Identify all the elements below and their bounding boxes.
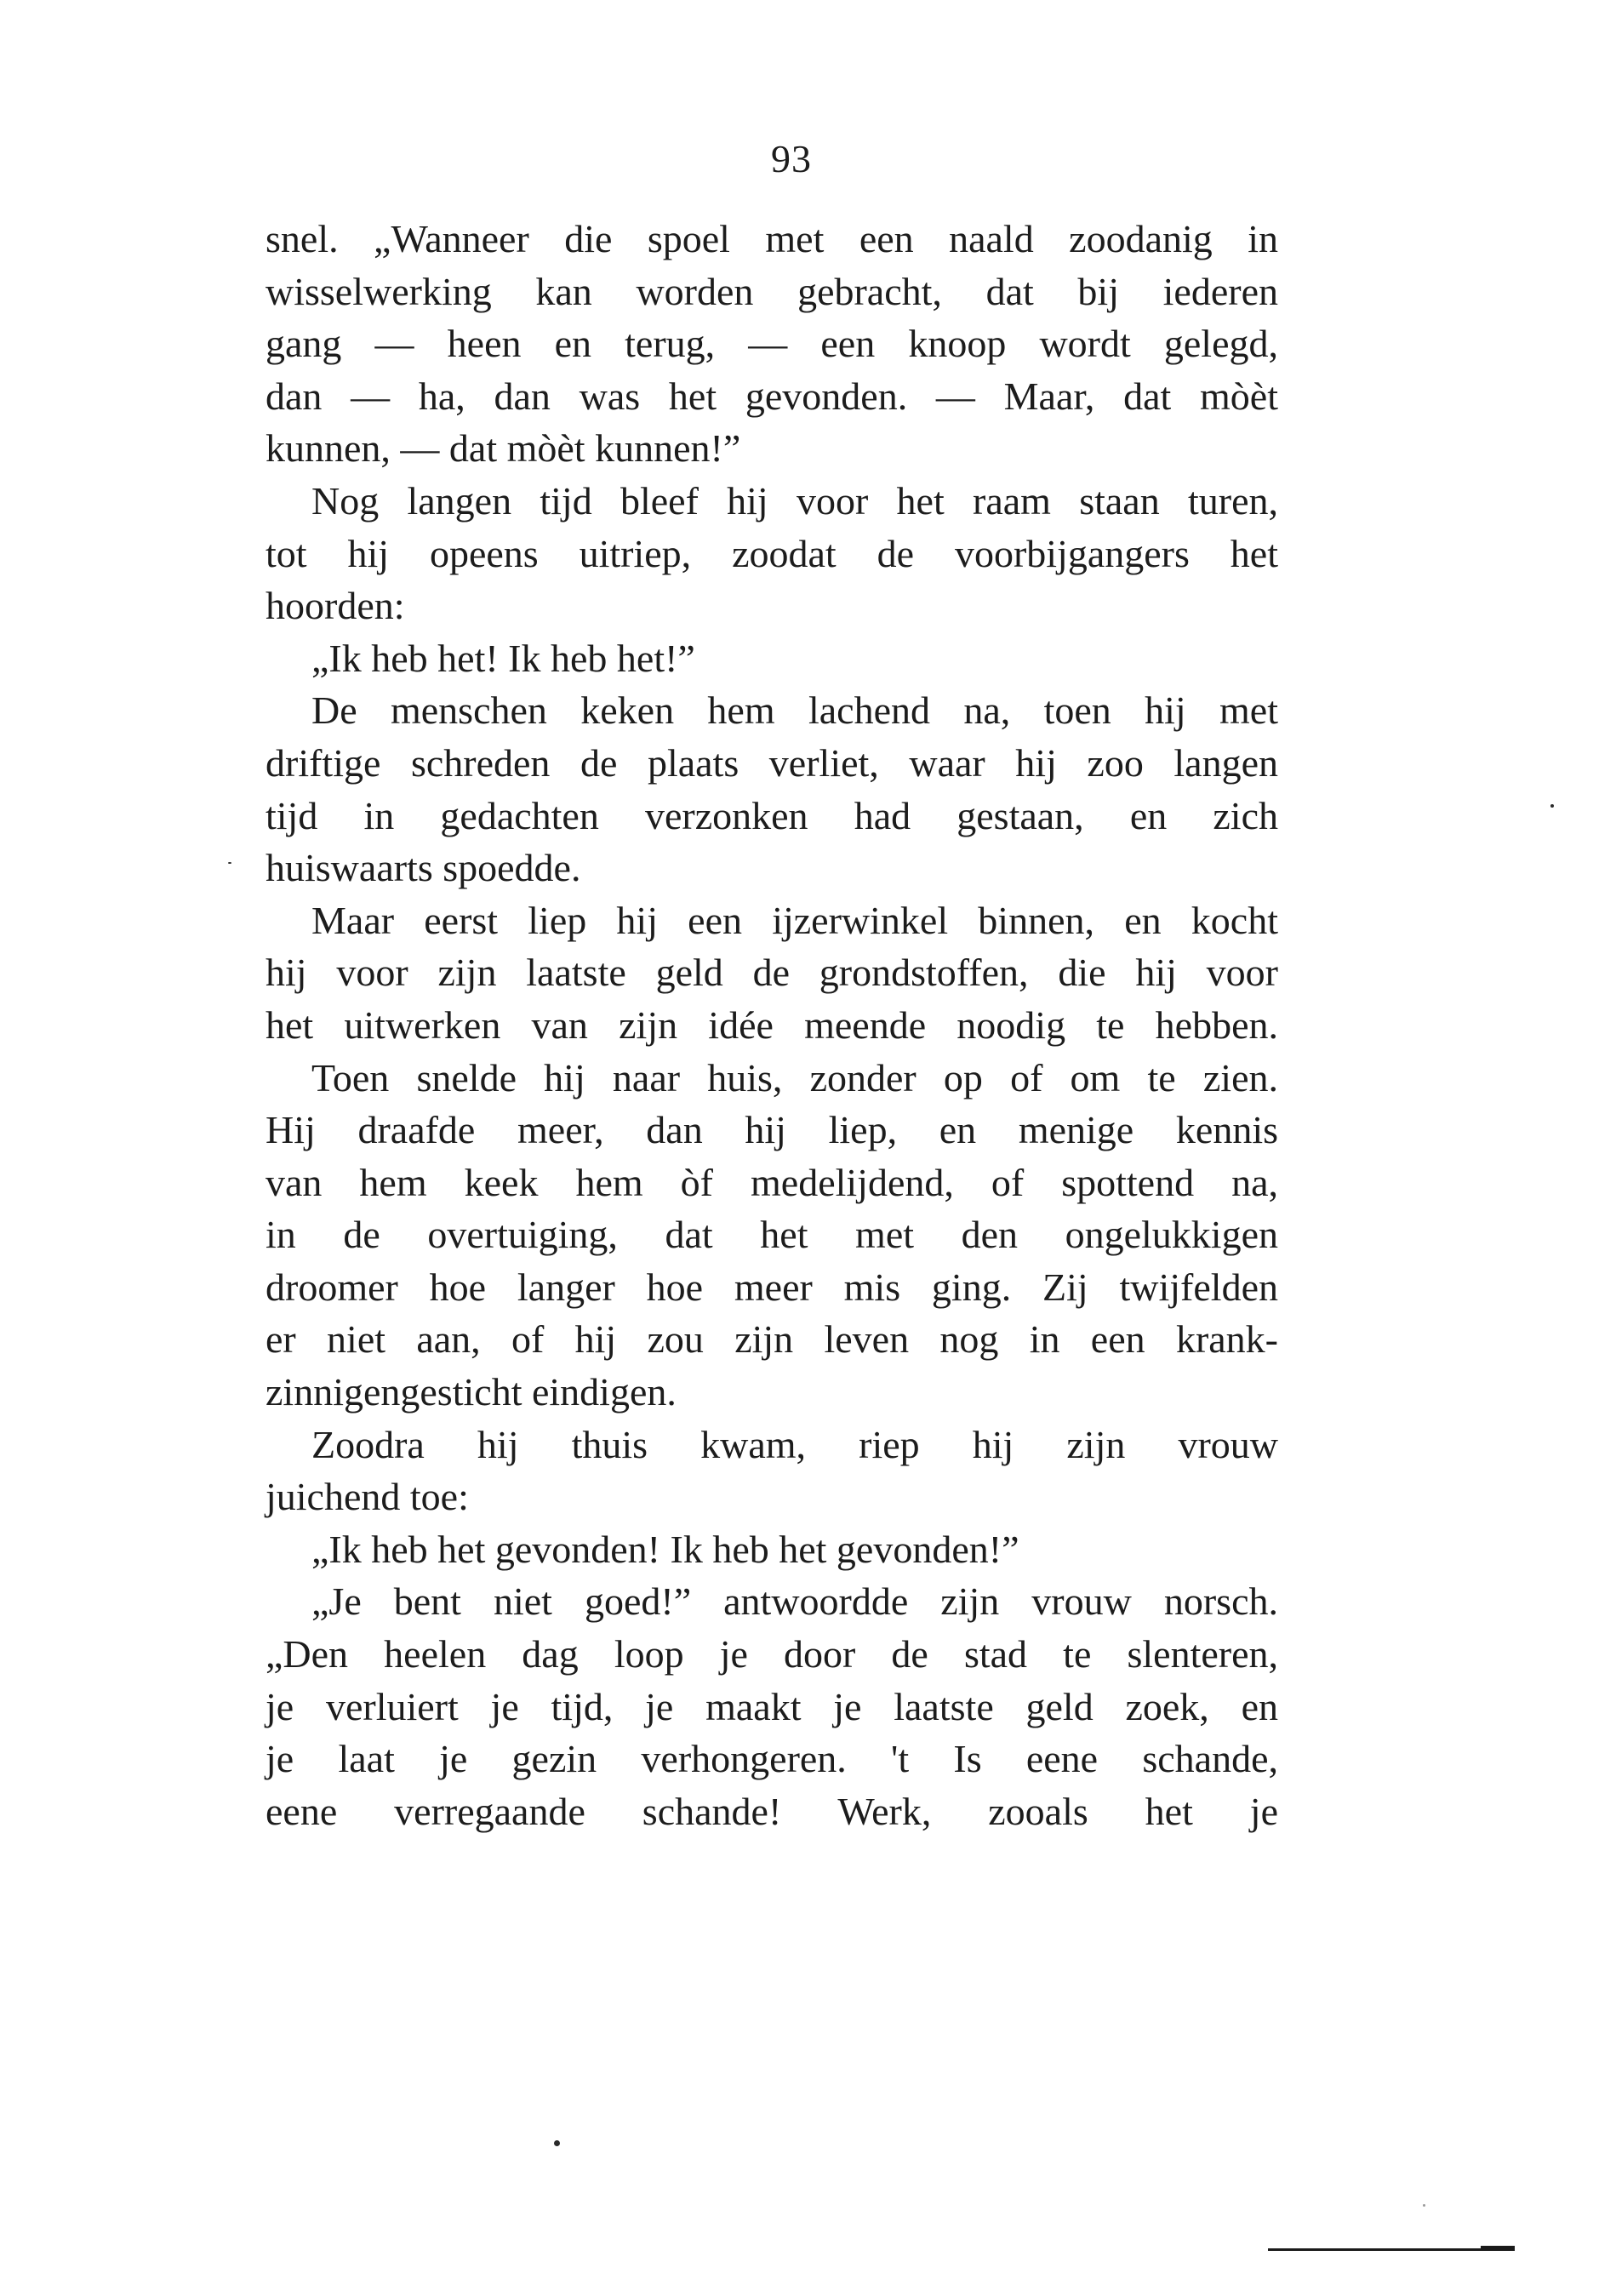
text-line: je laat je gezin verhongeren. 't Is eene schande, <box>266 1737 1278 1781</box>
text-line: hoorden: <box>266 584 405 628</box>
text-line: zinnigengesticht eindigen. <box>266 1370 677 1414</box>
text-line: Hij draafde meer, dan hij liep, en menige kennis <box>266 1108 1278 1152</box>
text-line: „Je bent niet goed!” antwoordde zijn vrouw norsch. <box>311 1579 1278 1624</box>
text-line: Maar eerst liep hij een ijzerwinkel binnen, en kocht <box>311 898 1278 942</box>
text-line: in de overtuiging, dat het met den ongelukkigen <box>266 1213 1278 1257</box>
text-line: Nog langen tijd bleef hij voor het raam staan turen, <box>311 478 1278 523</box>
ink-speck <box>1550 804 1554 808</box>
text-line: het uitwerken van zijn idée meende noodig te hebben. <box>266 1002 1278 1047</box>
text-line: „Ik heb het gevonden! Ik heb het gevonden!” <box>311 1527 1019 1571</box>
text-line: hij voor zijn laatste geld de grondstoffen, die hij voor <box>266 951 1278 995</box>
text-line: huiswaarts spoedde. <box>266 846 581 890</box>
text-line: dan — ha, dan was het gevonden. — Maar, dat mòèt <box>266 374 1278 418</box>
text-line: wisselwerking kan worden gebracht, dat bij iederen <box>266 269 1278 313</box>
text-line: je verluiert je tijd, je maakt je laatste geld zoek, en <box>266 1684 1278 1728</box>
page-number: 93 <box>771 137 812 180</box>
bottom-rule <box>1268 2248 1515 2251</box>
text-line: eene verregaande schande! Werk, zooals het je <box>266 1789 1278 1833</box>
ink-speck <box>228 862 231 864</box>
text-line: snel. „Wanneer die spoel met een naald zoodanig in <box>266 217 1278 260</box>
text-line: „Den heelen dag loop je door de stad te slenteren, <box>266 1632 1278 1676</box>
text-line: „Ik heb het! Ik heb het!” <box>311 636 695 680</box>
body-text <box>266 213 1278 1837</box>
text-line: droomer hoe langer hoe meer mis ging. Zij twijfelden <box>266 1265 1278 1309</box>
text-line: er niet aan, of hij zou zijn leven nog in een krank- <box>266 1317 1278 1362</box>
text-line: van hem keek hem òf medelijdend, of spottend na, <box>266 1160 1278 1204</box>
text-line: gang — heen en terug, — een knoop wordt gelegd, <box>266 322 1278 366</box>
text-line: tijd in gedachten verzonken had gestaan, en zich <box>266 793 1278 837</box>
ink-speck <box>554 2140 560 2146</box>
text-line: juichend toe: <box>266 1475 469 1519</box>
text-line: De menschen keken hem lachend na, toen hij met <box>311 688 1278 733</box>
text-line: tot hij opeens uitriep, zoodat de voorbijgangers het <box>266 531 1278 575</box>
ink-speck <box>1423 2204 1425 2207</box>
text-line: Zoodra hij thuis kwam, riep hij zijn vrouw <box>311 1422 1278 1466</box>
text-line: Toen snelde hij naar huis, zonder op of om te zien. <box>311 1055 1278 1099</box>
text-line: driftige schreden de plaats verliet, waar hij zoo langen <box>266 740 1278 785</box>
text-line: kunnen, — dat mòèt kunnen!” <box>266 426 741 471</box>
